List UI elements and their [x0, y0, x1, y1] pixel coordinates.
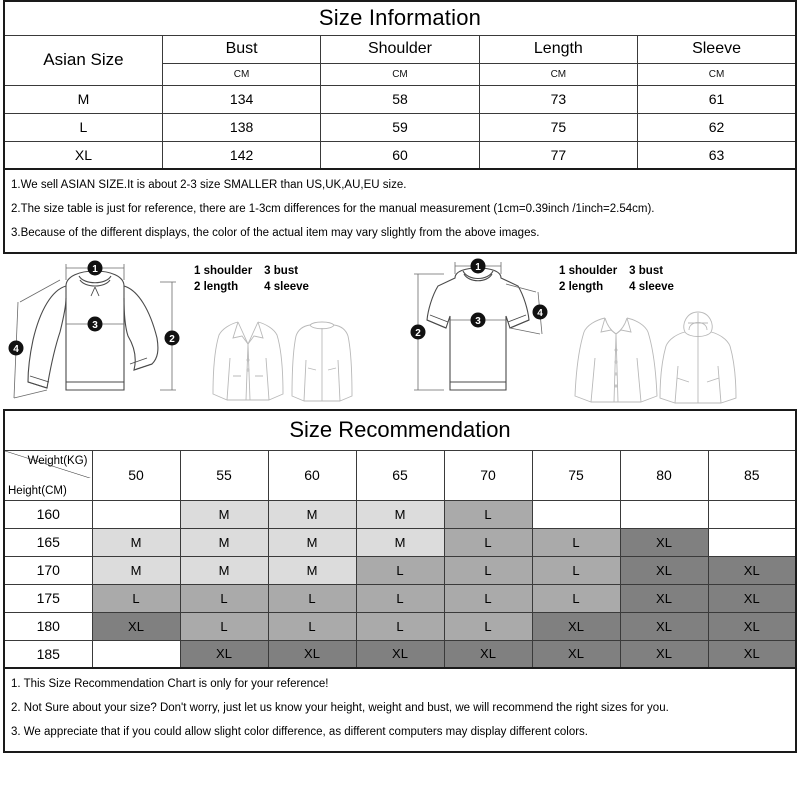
size-recommendation-header-row: [4, 450, 796, 500]
marker-4-sleeve: [9, 341, 24, 356]
recommendation-cell-180-75: XL: [532, 612, 620, 640]
jacket-icon: [292, 322, 352, 401]
shirt-icon: [575, 318, 657, 402]
measurement-legend-right: [559, 264, 674, 295]
legend-item-1: 1 shoulder: [559, 265, 618, 277]
measurement-panel-left: [0, 258, 400, 408]
svg-text:1: 1: [475, 262, 481, 273]
garment-thumbnails-left: [200, 308, 360, 408]
table-row: [4, 640, 796, 668]
table-row: [4, 141, 796, 169]
recommendation-note-2: 2. Not Sure about your size? Don't worry, just let us know your height, weight and bust, we will recommend the right sizes for you.: [11, 702, 669, 714]
recommendation-cell-175-50: L: [92, 584, 180, 612]
recommendation-cell-170-85: XL: [708, 556, 796, 584]
svg-text:2: 2: [169, 334, 175, 345]
bust-xl: 142: [162, 141, 320, 169]
size-recommendation-title: Size Recommendation: [4, 410, 796, 450]
size-information-notes: [3, 170, 797, 254]
garment-thumbnails-right: [565, 306, 740, 408]
size-information-title-row: [4, 1, 796, 35]
legend-item-4: 4 sleeve: [629, 281, 674, 293]
recommendation-cell-165-65: M: [356, 528, 444, 556]
sleeve-xl: 63: [638, 141, 796, 169]
recommendation-cell-175-65: L: [356, 584, 444, 612]
recommendation-cell-180-80: XL: [620, 612, 708, 640]
height-label-185: 185: [4, 640, 92, 668]
measurement-panel-right: [400, 258, 800, 408]
recommendation-cell-160-70: L: [444, 500, 532, 528]
svg-text:4: 4: [537, 308, 543, 319]
size-recommendation-notes: [3, 669, 797, 753]
height-label-175: 175: [4, 584, 92, 612]
recommendation-cell-185-50: [92, 640, 180, 668]
recommendation-cell-175-85: XL: [708, 584, 796, 612]
long-sleeve-sweatshirt-icon: [0, 258, 190, 408]
legend-item-3: 3 bust: [629, 265, 664, 277]
height-label-160: 160: [4, 500, 92, 528]
shoulder-m: 58: [321, 85, 479, 113]
size-note-2: 2.The size table is just for reference, there are 1-3cm differences for the manual measurement (1cm=0.39inch /1inch=2.54cm).: [11, 203, 655, 215]
recommendation-cell-160-55: M: [180, 500, 268, 528]
height-label-170: 170: [4, 556, 92, 584]
sleeve-m: 61: [638, 85, 796, 113]
marker-1-shoulder: [88, 261, 103, 276]
sleeve-l: 62: [638, 113, 796, 141]
size-label-m: M: [4, 85, 162, 113]
size-note-3: 3.Because of the different displays, the color of the actual item may vary slightly from the above images.: [11, 227, 540, 239]
weight-axis-label: Weight(KG): [27, 454, 88, 467]
recommendation-cell-165-50: M: [92, 528, 180, 556]
weight-header-80: 80: [620, 450, 708, 500]
legend-item-2: 2 length: [194, 281, 239, 293]
table-row: [4, 85, 796, 113]
recommendation-cell-180-50: XL: [92, 612, 180, 640]
column-header-bust: Bust: [162, 35, 320, 63]
recommendation-cell-170-80: XL: [620, 556, 708, 584]
recommendation-cell-165-80: XL: [620, 528, 708, 556]
recommendation-cell-185-60: XL: [268, 640, 356, 668]
table-row: [4, 584, 796, 612]
recommendation-cell-160-80: [620, 500, 708, 528]
legend-item-3: 3 bust: [264, 265, 299, 277]
measurement-guide: [0, 254, 800, 409]
recommendation-cell-165-55: M: [180, 528, 268, 556]
marker-3-bust: [471, 313, 486, 328]
recommendation-cell-180-85: XL: [708, 612, 796, 640]
svg-text:4: 4: [13, 344, 19, 355]
bust-l: 138: [162, 113, 320, 141]
recommendation-cell-185-65: XL: [356, 640, 444, 668]
recommendation-cell-170-60: M: [268, 556, 356, 584]
unit-length: CM: [479, 63, 637, 85]
unit-sleeve: CM: [638, 63, 796, 85]
recommendation-cell-180-70: L: [444, 612, 532, 640]
column-header-sleeve: Sleeve: [638, 35, 796, 63]
weight-header-65: 65: [356, 450, 444, 500]
recommendation-cell-165-70: L: [444, 528, 532, 556]
recommendation-cell-175-70: L: [444, 584, 532, 612]
column-header-length: Length: [479, 35, 637, 63]
shoulder-l: 59: [321, 113, 479, 141]
height-label-165: 165: [4, 528, 92, 556]
table-row: [4, 612, 796, 640]
measurement-legend-left: [194, 264, 309, 295]
blazer-icon: [213, 322, 283, 400]
height-axis-label: Height(CM): [8, 484, 67, 497]
recommendation-cell-165-85: [708, 528, 796, 556]
recommendation-cell-160-85: [708, 500, 796, 528]
recommendation-cell-170-70: L: [444, 556, 532, 584]
marker-3-bust: [88, 317, 103, 332]
recommendation-cell-160-75: [532, 500, 620, 528]
recommendation-cell-160-65: M: [356, 500, 444, 528]
recommendation-cell-160-50: [92, 500, 180, 528]
marker-1-shoulder: [471, 259, 486, 274]
hoodie-icon: [660, 312, 736, 403]
weight-header-50: 50: [92, 450, 180, 500]
column-header-shoulder: Shoulder: [321, 35, 479, 63]
recommendation-cell-175-75: L: [532, 584, 620, 612]
marker-4-sleeve: [533, 305, 548, 320]
legend-item-4: 4 sleeve: [264, 281, 309, 293]
recommendation-cell-170-75: L: [532, 556, 620, 584]
legend-item-1: 1 shoulder: [194, 265, 253, 277]
recommendation-cell-185-75: XL: [532, 640, 620, 668]
size-note-1: 1.We sell ASIAN SIZE.It is about 2-3 size SMALLER than US,UK,AU,EU size.: [11, 179, 407, 191]
shoulder-xl: 60: [321, 141, 479, 169]
recommendation-cell-160-60: M: [268, 500, 356, 528]
short-sleeve-tshirt-icon: [400, 258, 555, 408]
size-information-title: Size Information: [4, 1, 796, 35]
weight-header-75: 75: [532, 450, 620, 500]
svg-text:3: 3: [475, 316, 481, 327]
weight-header-85: 85: [708, 450, 796, 500]
recommendation-cell-165-60: M: [268, 528, 356, 556]
weight-header-70: 70: [444, 450, 532, 500]
legend-item-2: 2 length: [559, 281, 604, 293]
recommendation-cell-185-80: XL: [620, 640, 708, 668]
table-row: [4, 500, 796, 528]
recommendation-cell-185-70: XL: [444, 640, 532, 668]
weight-header-60: 60: [268, 450, 356, 500]
svg-text:2: 2: [415, 328, 421, 339]
recommendation-cell-175-80: XL: [620, 584, 708, 612]
recommendation-cell-170-55: M: [180, 556, 268, 584]
recommendation-cell-170-50: M: [92, 556, 180, 584]
length-xl: 77: [479, 141, 637, 169]
length-l: 75: [479, 113, 637, 141]
svg-text:1: 1: [92, 264, 98, 275]
table-row: [4, 113, 796, 141]
recommendation-cell-180-55: L: [180, 612, 268, 640]
recommendation-cell-170-65: L: [356, 556, 444, 584]
height-label-180: 180: [4, 612, 92, 640]
recommendation-cell-180-60: L: [268, 612, 356, 640]
asian-size-header: Asian Size: [4, 35, 162, 85]
svg-text:3: 3: [92, 320, 98, 331]
recommendation-cell-185-85: XL: [708, 640, 796, 668]
size-information-header-row: [4, 35, 796, 63]
size-information-table: [3, 0, 797, 170]
length-m: 73: [479, 85, 637, 113]
table-row: [4, 528, 796, 556]
size-recommendation-body: [4, 500, 796, 668]
marker-2-length: [165, 331, 180, 346]
weight-header-55: 55: [180, 450, 268, 500]
marker-2-length: [411, 325, 426, 340]
unit-shoulder: CM: [321, 63, 479, 85]
recommendation-cell-175-60: L: [268, 584, 356, 612]
size-label-xl: XL: [4, 141, 162, 169]
axis-corner-cell: [4, 450, 92, 500]
size-label-l: L: [4, 113, 162, 141]
recommendation-cell-185-55: XL: [180, 640, 268, 668]
unit-bust: CM: [162, 63, 320, 85]
table-row: [4, 556, 796, 584]
recommendation-note-3: 3. We appreciate that if you could allow slight color difference, as different computers may display different colors.: [11, 726, 589, 738]
bust-m: 134: [162, 85, 320, 113]
recommendation-note-1: 1. This Size Recommendation Chart is only for your reference!: [11, 678, 329, 690]
size-recommendation-table: [3, 409, 797, 669]
recommendation-cell-165-75: L: [532, 528, 620, 556]
size-recommendation-title-row: [4, 410, 796, 450]
recommendation-cell-180-65: L: [356, 612, 444, 640]
recommendation-cell-175-55: L: [180, 584, 268, 612]
